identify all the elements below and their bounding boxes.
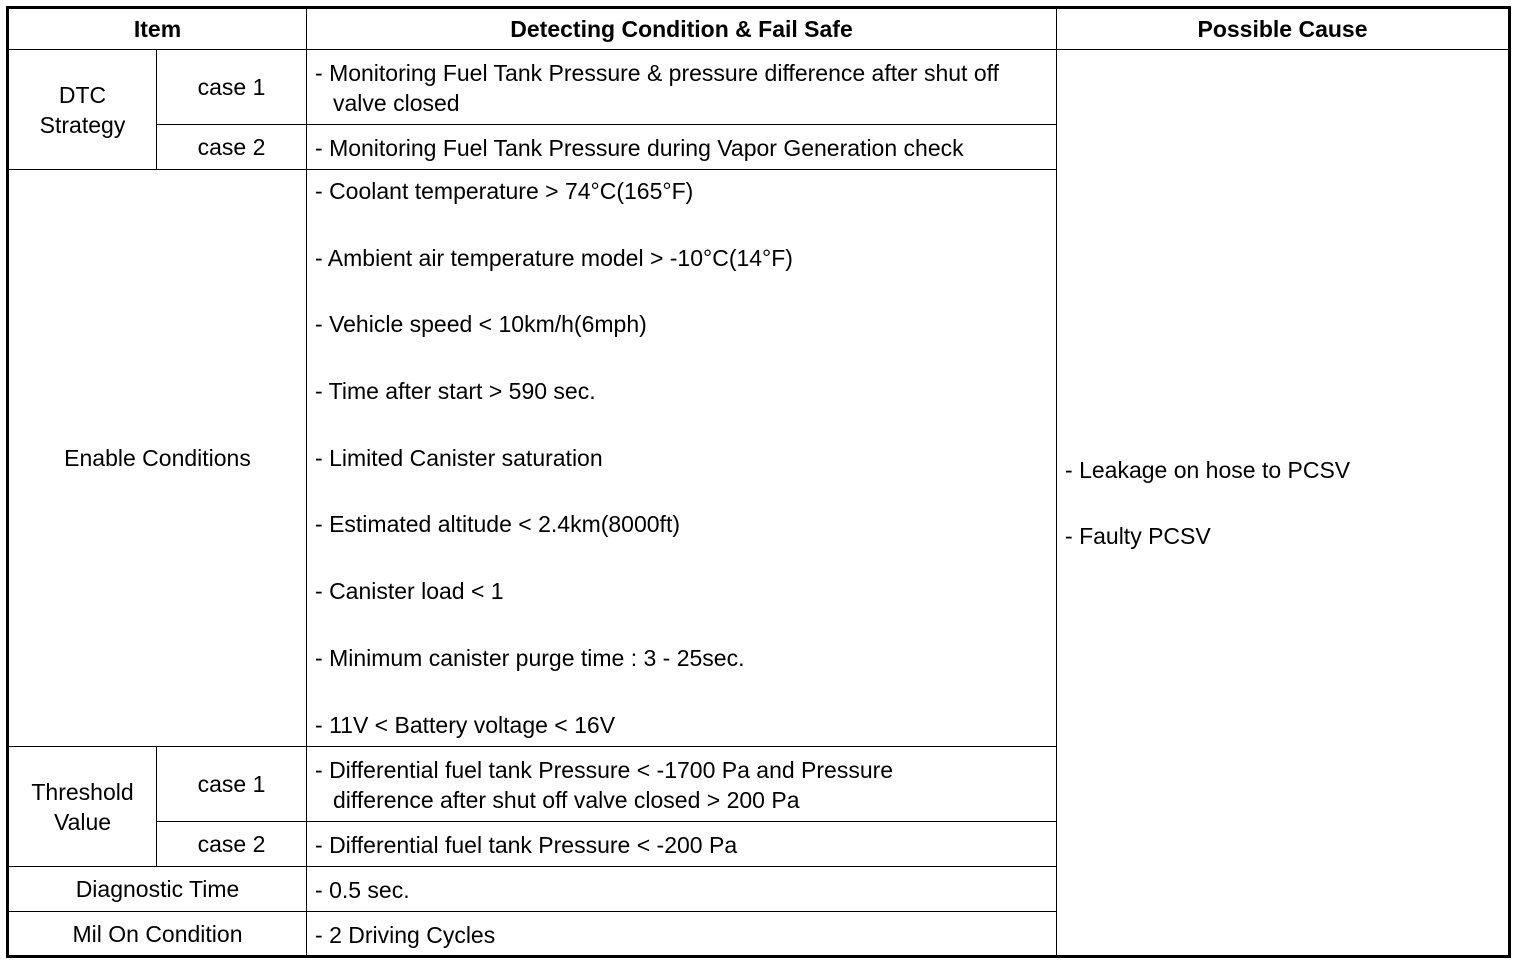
enable-condition-item: - Limited Canister saturation — [315, 444, 603, 471]
possible-cause-cell — [1057, 50, 1510, 957]
header-detecting-condition: Detecting Condition & Fail Safe — [307, 8, 1057, 50]
header-possible-cause: Possible Cause — [1057, 8, 1510, 50]
enable-condition-item: - Coolant temperature > 74°C(165°F) — [315, 178, 694, 204]
enable-condition-item: - Canister load < 1 — [315, 578, 504, 605]
enable-condition-item: - Time after start > 590 sec. — [315, 378, 596, 405]
diagnostic-time-value: - 0.5 sec. — [307, 867, 1057, 912]
enable-condition-item: - Estimated altitude < 2.4km(8000ft) — [315, 511, 680, 538]
threshold-case1-label: case 1 — [157, 747, 307, 822]
dtc-strategy-case1-row — [8, 50, 1510, 125]
dtc-table — [6, 6, 1511, 958]
possible-cause-item: - Leakage on hose to PCSV — [1065, 456, 1351, 483]
enable-conditions-list — [307, 170, 1057, 747]
enable-condition-item: - Ambient air temperature model > -10°C(14°F) — [315, 244, 793, 271]
possible-cause-item: - Faulty PCSV — [1065, 522, 1211, 549]
dtc-strategy-case2-label: case 2 — [157, 125, 307, 170]
threshold-case2-text: - Differential fuel tank Pressure < -200 Pa — [307, 822, 1057, 867]
header-row — [8, 8, 1510, 50]
dtc-strategy-case1-label: case 1 — [157, 50, 307, 125]
enable-condition-item: - Minimum canister purge time : 3 - 25sec. — [315, 644, 745, 671]
possible-cause-list — [1065, 455, 1500, 551]
mil-on-label: Mil On Condition — [8, 912, 307, 957]
diagnostic-time-label: Diagnostic Time — [8, 867, 307, 912]
dtc-strategy-case2-text: - Monitoring Fuel Tank Pressure during Vapor Generation check — [307, 125, 1057, 170]
threshold-label: Threshold Value — [8, 747, 157, 867]
dtc-strategy-case1-text: - Monitoring Fuel Tank Pressure & pressure difference after shut off valve closed — [307, 50, 1057, 125]
mil-on-value: - 2 Driving Cycles — [307, 912, 1057, 957]
header-item: Item — [8, 8, 307, 50]
enable-condition-item: - 11V < Battery voltage < 16V — [315, 711, 616, 738]
threshold-case2-label: case 2 — [157, 822, 307, 867]
enable-condition-item: - Vehicle speed < 10km/h(6mph) — [315, 311, 647, 338]
threshold-case1-text: - Differential fuel tank Pressure < -1700 Pa and Pressure difference after shut off valve closed > 200 Pa — [307, 747, 1057, 822]
dtc-strategy-label: DTC Strategy — [8, 50, 157, 170]
enable-conditions-label: Enable Conditions — [8, 170, 307, 747]
